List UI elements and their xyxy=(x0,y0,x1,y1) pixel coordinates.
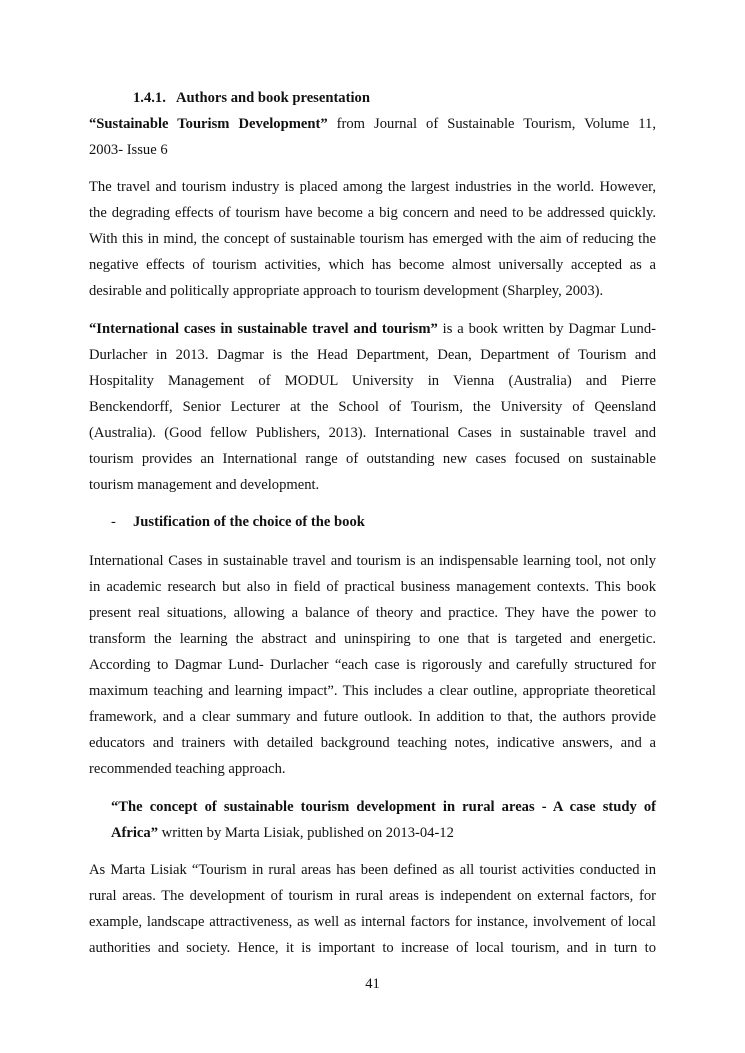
paragraph-2-line: tourism management and development. xyxy=(89,477,320,493)
paragraph-1-line: desirable and politically appropriate approach to tourism development (Sharpley, 2003). xyxy=(89,283,604,299)
section-title: Authors and book presentation xyxy=(175,90,370,106)
paragraph-3-line: According to Dagmar Lund- Durlacher “each case is rigorously and carefully structured for xyxy=(89,657,656,673)
bullet-heading: Justification of the choice of the book xyxy=(133,514,365,530)
reference-1-line-1: “Sustainable Tourism Development” from Journal of Sustainable Tourism, Volume 11, xyxy=(89,116,656,132)
reference-3-line-2: Africa” written by Marta Lisiak, published on 2013-04-12 xyxy=(111,825,454,841)
paragraph-3-line: educators and trainers with detailed background teaching notes, indicative answers, and a xyxy=(89,735,656,751)
paragraph-4-line: rural areas. The development of tourism in rural areas is independent on external factors, for xyxy=(89,888,656,904)
paragraph-3-line: International Cases in sustainable travel and tourism is an indispensable learning tool, not only xyxy=(89,553,656,569)
paragraph-2-line: Durlacher in 2013. Dagmar is the Head Department, Dean, Department of Tourism and xyxy=(89,347,656,363)
paragraph-2-line: (Australia). (Good fellow Publishers, 2013). International Cases in sustainable travel and xyxy=(89,425,656,441)
reference-1-title: “Sustainable Tourism Development” xyxy=(89,116,328,132)
paragraph-2-line: “International cases in sustainable travel and tourism” is a book written by Dagmar Lund- xyxy=(89,321,656,337)
paragraph-3-line: present real situations, allowing a balance of theory and practice. They have the power to xyxy=(89,605,656,621)
paragraph-2-line: tourism provides an International range of outstanding new cases focused on sustainable xyxy=(89,451,656,467)
paragraph-1-line: negative effects of tourism activities, which has become almost universally accepted as a xyxy=(89,257,656,273)
paragraph-2-line: Hospitality Management of MODUL University in Vienna (Australia) and Pierre xyxy=(89,373,656,389)
paragraph-3-line: recommended teaching approach. xyxy=(89,761,286,777)
section-number: 1.4.1. xyxy=(133,90,166,106)
paragraph-3-line: in academic research but also in field of practical business management contexts. This book xyxy=(89,579,656,595)
paragraph-1-line: the degrading effects of tourism have become a big concern and need to be addressed quickly. xyxy=(89,205,656,221)
paragraph-1-line: The travel and tourism industry is placed among the largest industries in the world. However, xyxy=(89,179,656,195)
paragraph-4-line: authorities and society. Hence, it is important to increase of local tourism, and in turn to xyxy=(89,940,656,956)
reference-3-line-1: “The concept of sustainable tourism development in rural areas - A case study of xyxy=(111,799,656,815)
paragraph-3-line: maximum teaching and learning impact”. This includes a clear outline, appropriate theoretical xyxy=(89,683,656,699)
paragraph-2-line: Benckendorff, Senior Lecturer at the School of Tourism, the University of Qeensland xyxy=(89,399,656,415)
paragraph-4-line: example, landscape attractiveness, as well as internal factors for instance, involvement of local xyxy=(89,914,656,930)
bullet-marker: - xyxy=(111,514,116,530)
reference-1-line-2: 2003- Issue 6 xyxy=(89,142,168,158)
section-heading xyxy=(133,89,700,107)
paragraph-3-line: transform the learning the abstract and uninspiring to one that is targeted and energetic. xyxy=(89,631,656,647)
paragraph-4-line: As Marta Lisiak “Tourism in rural areas has been defined as all tourist activities conducted in xyxy=(89,862,656,878)
book-title: “International cases in sustainable travel and tourism” xyxy=(89,321,438,337)
paragraph-1-line: With this in mind, the concept of sustainable tourism has emerged with the aim of reducing the xyxy=(89,231,656,247)
paragraph-3-line: framework, and a clear summary and future outlook. In addition to that, the authors provide xyxy=(89,709,656,725)
page-number: 41 xyxy=(365,976,380,992)
